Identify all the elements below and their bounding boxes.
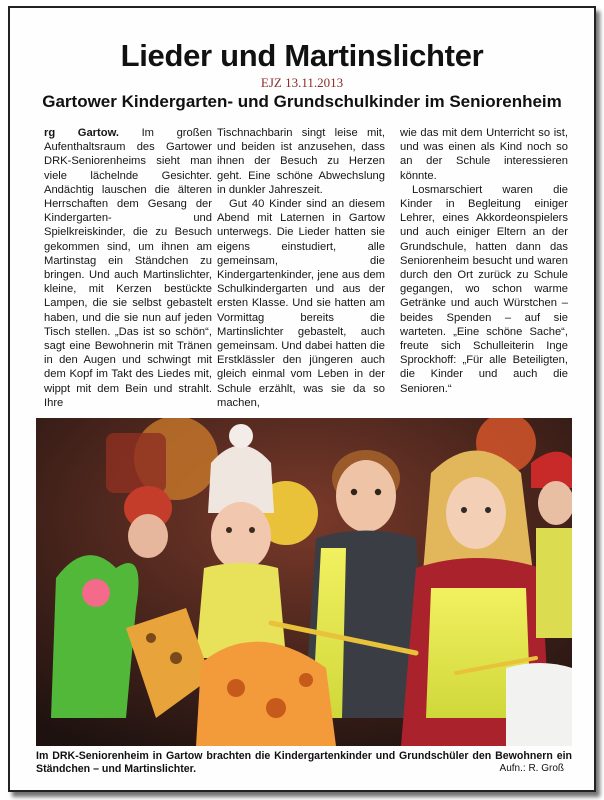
- paragraph: [44, 126, 212, 410]
- paragraph: Losmarschiert waren die Kinder in Begleitung einiger Lehrer, eines Akkordeonspielers und auch einiger Eltern an der Grundschule, hatten dann das Seniorenheim besucht und waren durch den Ort zurück zu Schule gegangen, wo schon warme Getränke und auch Würstchen – beides Spenden – auf sie warteten. „Eine schöne Sache“, freute sich Schulleiterin Inge Sprockhoff: „Für alle Beteiligten, die Kinder und auch die Senioren.“: [400, 183, 568, 395]
- article-subtitle: Gartower Kindergarten- und Grundschulkinder im Seniorenheim: [42, 92, 562, 111]
- paragraph: Tischnachbarin singt leise mit, und beiden ist anzusehen, dass ihnen der Besuch zu Herzen geht. Eine schöne Abwechslung in dunkler Jahreszeit.: [217, 127, 385, 196]
- photo-credit: Aufn.: R. Groß: [499, 763, 564, 774]
- article-source: EJZ 13.11.2013: [260, 75, 344, 90]
- article-photo: [36, 418, 572, 746]
- photo-caption: Im DRK-Seniorenheim in Gartow brachten die Kindergartenkinder und Grundschüler den Bewohnern ein Ständchen – und Martinslichter.: [36, 750, 572, 775]
- paragraph: wie das mit dem Unterricht so ist, und was einen als Kind noch so an der Schule interessieren könnte.: [400, 127, 568, 182]
- article-body: [34, 126, 576, 408]
- article-column-1: [44, 126, 212, 408]
- paragraph-text: Im großen Aufenthaltsraum des Gartower DRK-Seniorenheims sieht man viele lächelnde Gesichter. Andächtig lauschen die älteren Herrschaften dem Gesang der Kindergarten- und Spielkreiskinder, die zu Besuch gekommen sind, um ihnen am Martinstag ein Ständchen zu bringen. Und auch Martinslichter, kleine, mit Kerzen bestückte Lampen, die sie selbst gebastelt haben, und die sie nun auf jeden Tisch stellen. „Das ist so schön“, sagt eine Bewohnerin mit Tränen in den Augen und schwingt mit dem Kopf im Takt des Liedes mit, wippt mit dem Bein und strahlt. Ihre: [44, 127, 213, 409]
- dateline: rg Gartow.: [44, 127, 119, 139]
- paragraph: Gut 40 Kinder sind an diesem Abend mit Laternen in Gartow unterwegs. Die Lieder hatten sie eigens einstudiert, alle gemeinsam, die Kindergartenkinder, jene aus dem Schulkindergarten und aus der ersten Klasse. Und sie hatten am Vormittag bereits die Martinslichter gebastelt, auch gemeinsam. Und dabei hatten die Erstklässler den jüngeren auch gleich einmal vom Leben in der Schule erzählt, was sie da so machen,: [217, 198, 385, 409]
- article-column-3: [400, 126, 568, 408]
- newspaper-clipping: [8, 6, 596, 792]
- article-column-2: [217, 126, 385, 408]
- article-title: Lieder und Martinslichter: [120, 38, 484, 73]
